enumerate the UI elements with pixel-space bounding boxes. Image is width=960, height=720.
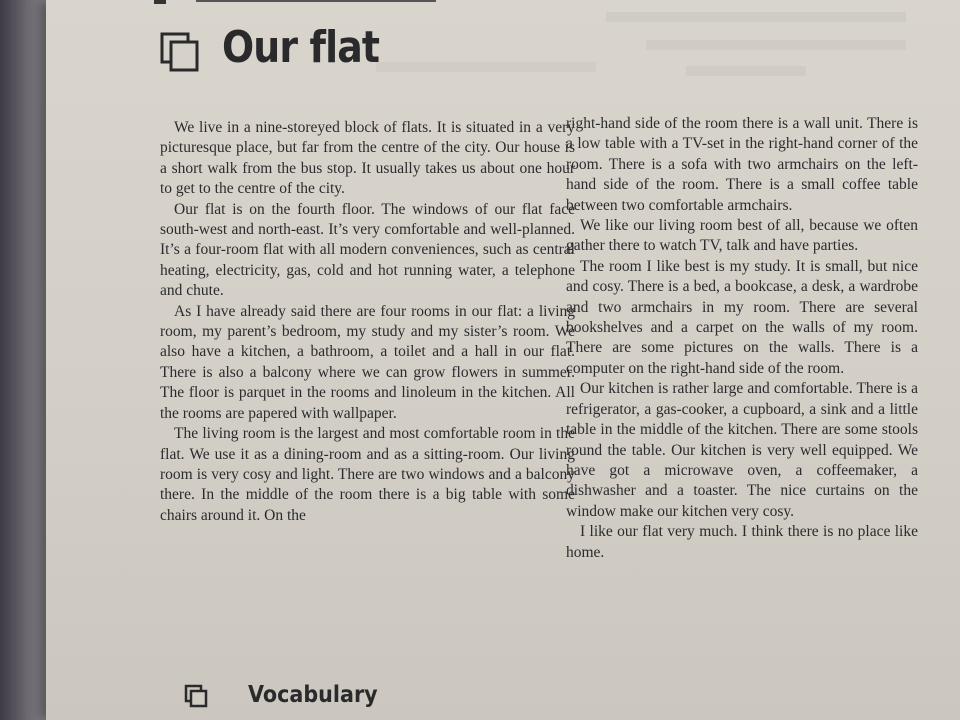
paragraph: We like our living room best of all, because we often gather there to watch TV, talk and have parties. [566,217,918,255]
text-column-right [566,114,918,563]
paragraph: The living room is the largest and most comfortable room in the flat. We use it as a dining-room and as a sitting-room. Our living room is very cosy and light. There are two windows and a balcony there. In the middle of the room there is a big table with some chairs around it. On the [160,425,575,524]
page-top-rule [196,0,436,2]
bleed-through-text [606,12,906,22]
paragraph: I like our flat very much. I think there is no place like home. [566,523,918,561]
book-page [46,0,960,720]
bleed-through-text [376,62,596,72]
paragraph: right-hand side of the room there is a wall unit. There is a low table with a TV-set in the right-hand corner of the room. There is a sofa with two armchairs on the left-hand side of the room. There is a small coffee table between two comfortable armchairs. [566,115,918,214]
section-title-vocabulary: Vocabulary [248,682,378,708]
bleed-through-text [686,66,806,76]
paragraph: As I have already said there are four rooms in our flat: a living room, my parent’s bedroom, my study and my sister’s room. We also have a kitchen, a bathroom, a toilet and a hall in our flat. There is also a balcony where we can grow flowers in summer. The floor is parquet in the rooms and linoleum in the kitchen. All the rooms are papered with wallpaper. [160,302,575,422]
page-title: Our flat [222,22,380,73]
book-pages-icon [160,32,200,72]
paragraph: Our kitchen is rather large and comfortable. There is a refrigerator, a gas-cooker, a cupboard, a sink and a little table in the middle of the kitchen. There are some stools round the table. Our kitchen is very well equipped. We have got a microwave oven, a coffeemaker, a dishwasher and a toaster. The nice curtains on the window make our kitchen very cosy. [566,380,918,520]
text-column-left [160,118,575,526]
bleed-through-text [646,40,906,50]
book-pages-icon [184,684,208,708]
paragraph: We live in a nine-storeyed block of flats. It is situated in a very picturesque place, but far from the centre of the city. Our house is a short walk from the bus stop. It usually takes us about one hour to get to the centre of the city. [160,119,575,198]
paragraph: The room I like best is my study. It is small, but nice and cosy. There is a bed, a bookcase, a desk, a wardrobe and two armchairs in my room. There are several bookshelves and a carpet on the walls of my room. There are some pictures on the walls. There is a computer on the right-hand side of the room. [566,257,918,377]
paragraph: Our flat is on the fourth floor. The windows of our flat face south-west and north-east. It’s very comfortable and well-planned. It’s a four-room flat with all modern conveniences, such as central heating, electricity, gas, cold and hot running water, a telephone and chute. [160,200,575,300]
page-top-mark [154,0,166,4]
